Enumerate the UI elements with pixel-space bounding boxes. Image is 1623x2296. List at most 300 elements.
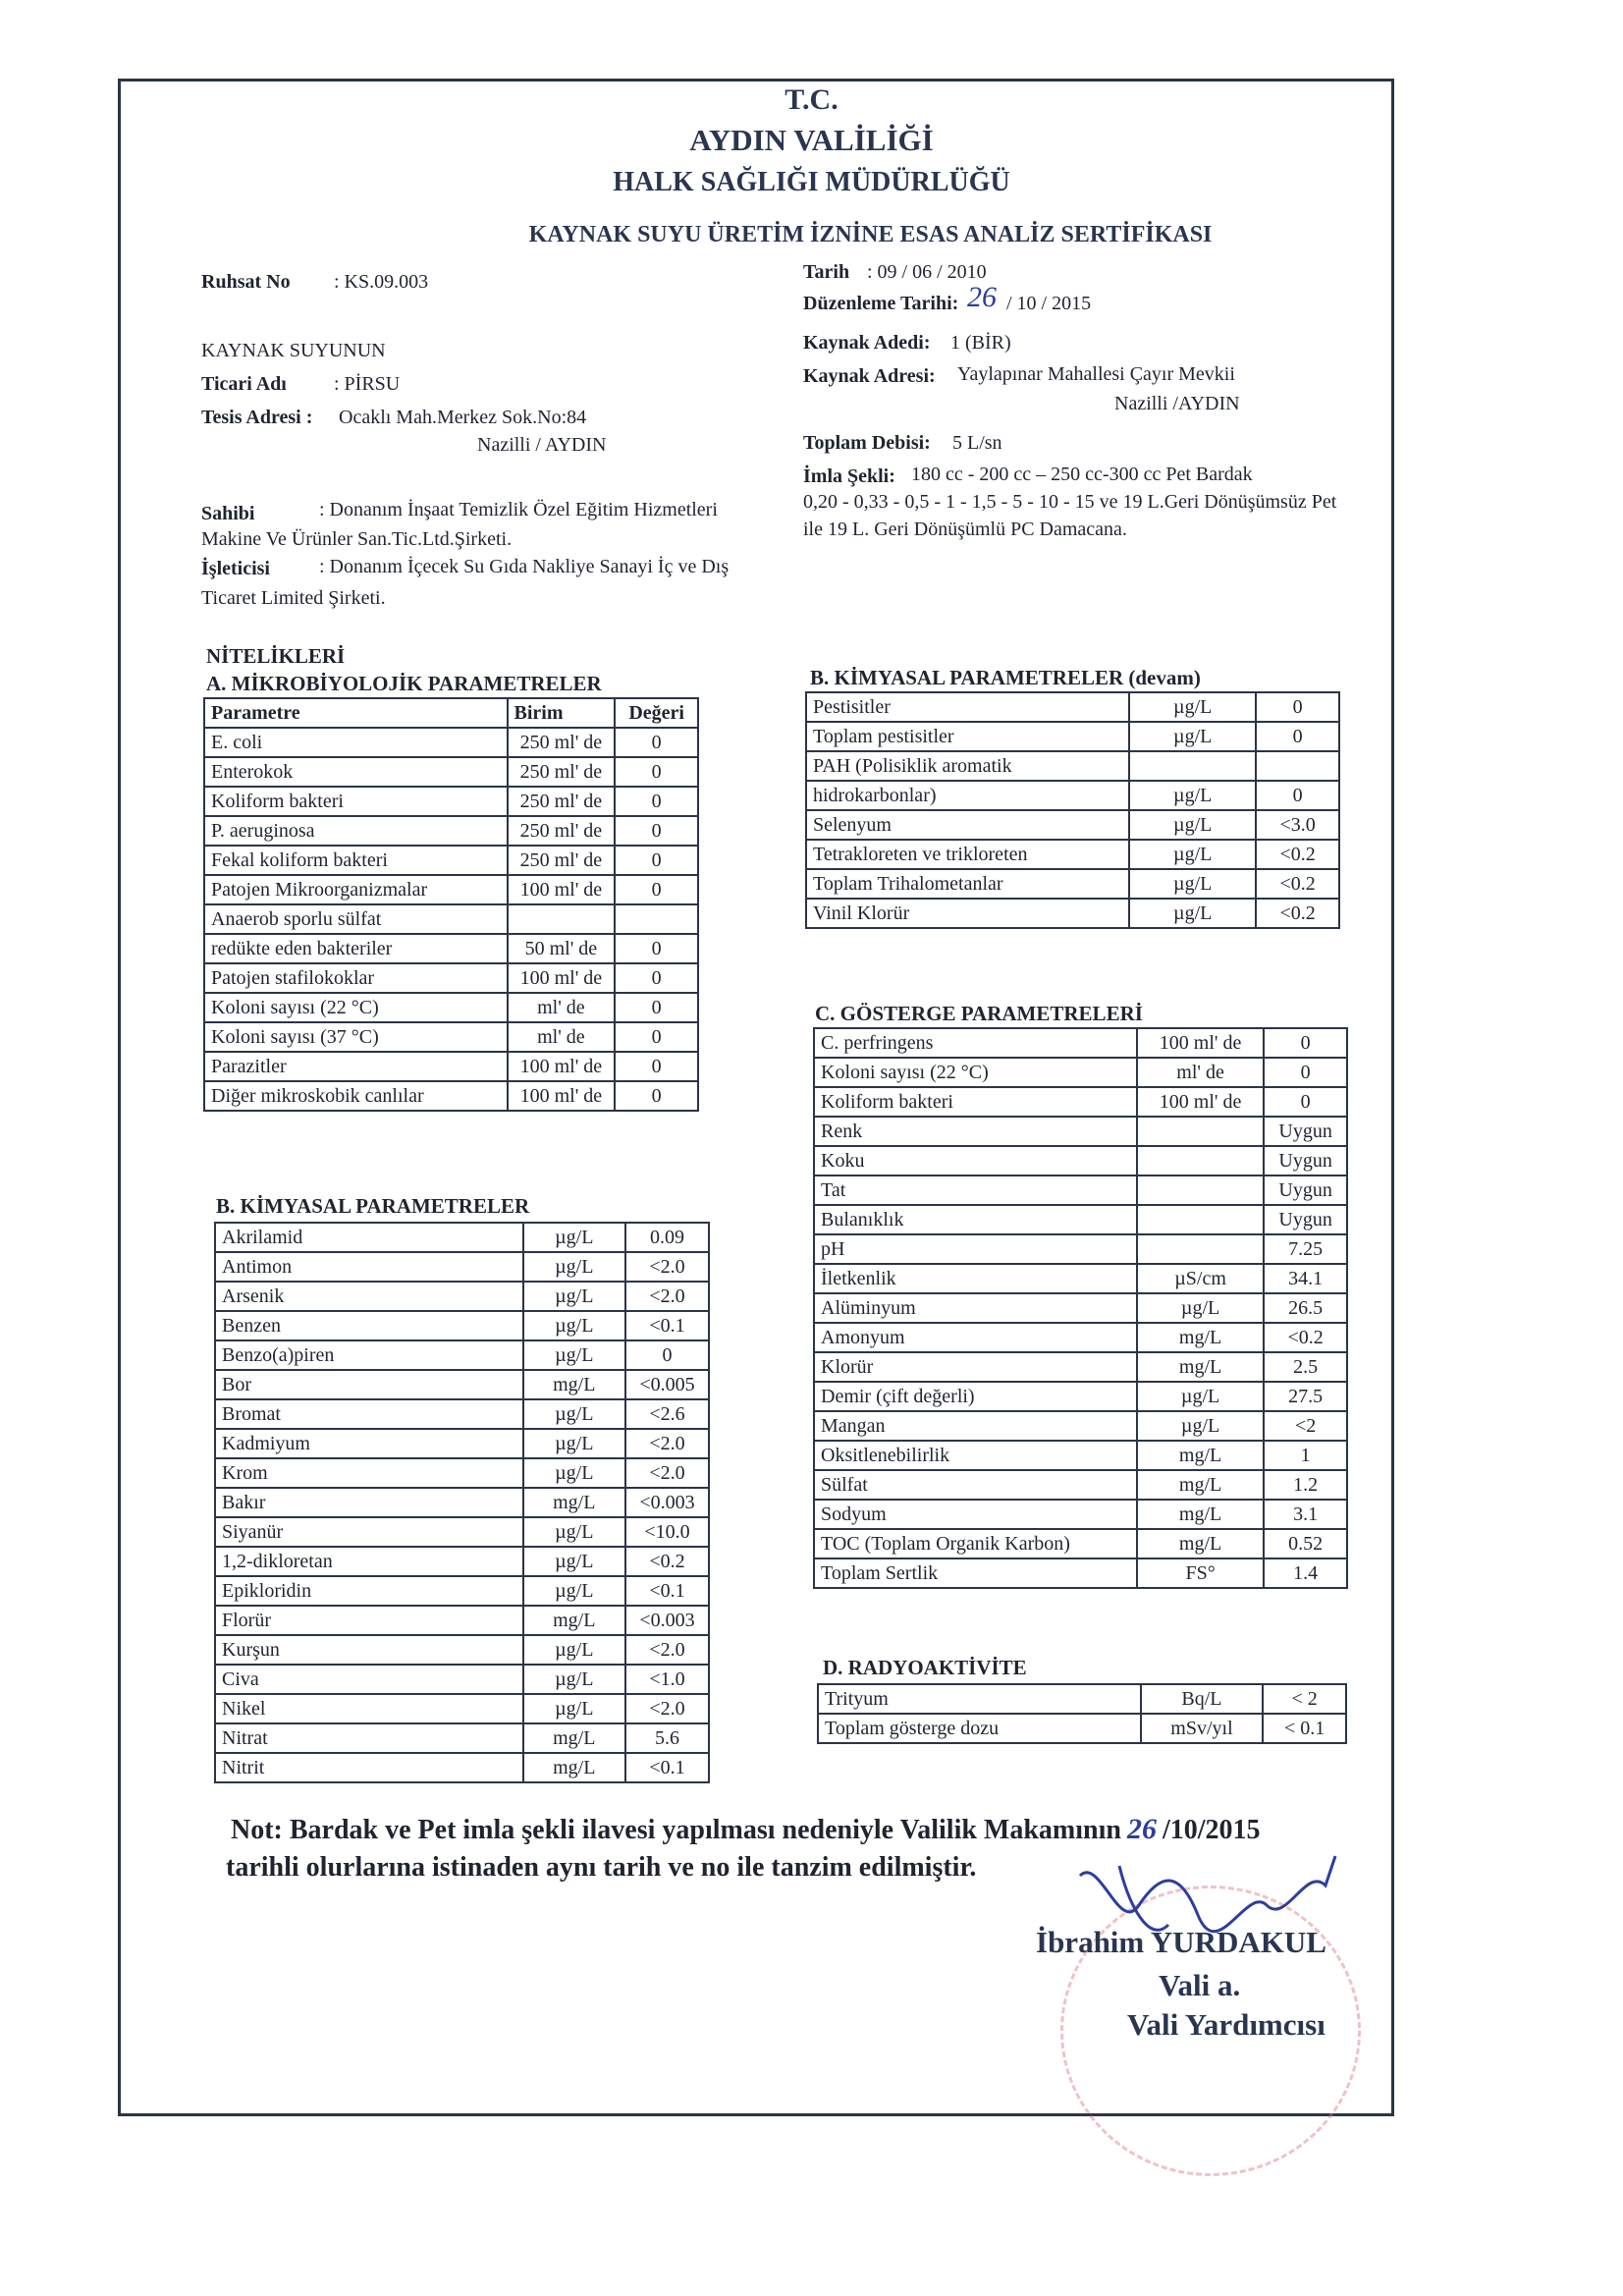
table-row — [215, 1665, 709, 1694]
tesis-adresi-label: Tesis Adresi : — [201, 407, 313, 428]
note-text-1a: Not: Bardak ve Pet imla şekli ilavesi yapılması nedeniyle Valilik Makamının — [231, 1815, 1121, 1845]
header-degeri: Değeri — [615, 698, 698, 728]
param-cell: Koliform bakteri — [204, 787, 508, 816]
isletici-value-2: Ticaret Limited Şirketi. — [201, 587, 386, 609]
table-row — [814, 1352, 1347, 1382]
table-row — [814, 1529, 1347, 1558]
note-line-1 — [231, 1813, 1261, 1846]
unit-cell: mg/L — [523, 1488, 626, 1517]
imla-sekli-label: İmla Şekli: — [803, 465, 895, 487]
imla-sekli-value: 180 cc - 200 cc – 250 cc-300 cc Pet Bardak — [911, 464, 1253, 485]
param-cell: Pestisitler — [806, 692, 1129, 722]
value-cell: 27.5 — [1264, 1382, 1347, 1411]
sahibi-value: : Donanım İnşaat Temizlik Özel Eğitim Hizmetleri — [319, 499, 718, 520]
value-cell: <0.2 — [625, 1547, 709, 1576]
value-cell: <2.0 — [625, 1429, 709, 1458]
unit-cell: 100 ml' de — [508, 875, 616, 904]
nitelikleri-heading: NİTELİKLERİ — [206, 644, 346, 668]
unit-cell: ml' de — [508, 993, 616, 1022]
ruhsat-value: : KS.09.003 — [334, 271, 429, 293]
value-cell: 0 — [1256, 692, 1339, 722]
table-row — [204, 757, 698, 787]
unit-cell: 250 ml' de — [508, 757, 616, 787]
unit-cell: 100 ml' de — [1137, 1028, 1264, 1058]
unit-cell: µg/L — [1129, 869, 1256, 899]
kimya-devam-table — [805, 691, 1340, 929]
param-cell: Epikloridin — [215, 1576, 523, 1606]
unit-cell: mg/L — [1137, 1441, 1264, 1470]
value-cell: 1 — [1264, 1441, 1347, 1470]
table-row — [215, 1576, 709, 1606]
value-cell: Uygun — [1264, 1205, 1347, 1234]
value-cell: 0 — [615, 787, 698, 816]
unit-cell: mg/L — [523, 1723, 626, 1753]
table-row — [215, 1723, 709, 1753]
table-row — [814, 1411, 1347, 1441]
note-handwritten-day: 26 — [1126, 1813, 1157, 1845]
table-row — [215, 1311, 709, 1340]
kimya-devam-section-title: B. KİMYASAL PARAMETRELER (devam) — [810, 666, 1201, 689]
unit-cell: µg/L — [523, 1429, 626, 1458]
tesis-adresi-value: Ocaklı Mah.Merkez Sok.No:84 — [339, 407, 587, 428]
value-cell: 26.5 — [1264, 1293, 1347, 1323]
param-cell: redükte eden bakteriler — [204, 934, 508, 963]
table-row — [204, 1081, 698, 1111]
table-row — [215, 1635, 709, 1665]
table-row — [204, 846, 698, 875]
unit-cell: mg/L — [1137, 1323, 1264, 1352]
unit-cell — [1137, 1234, 1264, 1264]
param-cell: Selenyum — [806, 810, 1129, 840]
kimya-table — [214, 1222, 710, 1783]
gosterge-section-title: C. GÖSTERGE PARAMETRELERİ — [815, 1002, 1143, 1025]
param-cell: Krom — [215, 1458, 523, 1488]
value-cell: <0.005 — [625, 1370, 709, 1399]
value-cell: <0.1 — [625, 1311, 709, 1340]
param-cell: Benzen — [215, 1311, 523, 1340]
table-row — [215, 1370, 709, 1399]
toplam-debi-label: Toplam Debisi: — [803, 432, 931, 454]
value-cell: Uygun — [1264, 1175, 1347, 1205]
unit-cell: µg/L — [1137, 1411, 1264, 1441]
unit-cell: µg/L — [523, 1694, 626, 1723]
value-cell: 0 — [1256, 722, 1339, 751]
unit-cell: µg/L — [1137, 1293, 1264, 1323]
table-row — [215, 1606, 709, 1635]
table-row — [818, 1714, 1346, 1743]
unit-cell: µg/L — [523, 1252, 626, 1282]
table-row — [204, 875, 698, 904]
param-cell: Toplam Sertlik — [814, 1558, 1137, 1588]
table-row — [814, 1441, 1347, 1470]
value-cell: 0 — [1256, 781, 1339, 810]
header-parametre: Parametre — [204, 698, 508, 728]
table-row — [204, 934, 698, 963]
table-row — [814, 1293, 1347, 1323]
table-row — [204, 816, 698, 846]
value-cell: 2.5 — [1264, 1352, 1347, 1382]
unit-cell: µS/cm — [1137, 1264, 1264, 1293]
value-cell: 0.52 — [1264, 1529, 1347, 1558]
param-cell: Patojen stafilokoklar — [204, 963, 508, 993]
value-cell: 0 — [615, 1052, 698, 1081]
value-cell: 1.4 — [1264, 1558, 1347, 1588]
isletici-value: : Donanım İçecek Su Gıda Nakliye Sanayi İç ve Dış — [319, 556, 730, 577]
param-cell: Toplam pestisitler — [806, 722, 1129, 751]
param-cell: C. perfringens — [814, 1028, 1137, 1058]
table-row — [814, 1500, 1347, 1529]
unit-cell: µg/L — [523, 1311, 626, 1340]
unit-cell: µg/L — [1129, 781, 1256, 810]
value-cell: 0.09 — [625, 1223, 709, 1252]
table-row — [814, 1205, 1347, 1234]
param-cell: Fekal koliform bakteri — [204, 846, 508, 875]
note-line-2: tarihli olurlarına istinaden aynı tarih ve no ile tanzim edilmiştir. — [226, 1852, 977, 1883]
ticari-adi-value: : PİRSU — [334, 373, 401, 395]
value-cell — [615, 904, 698, 934]
unit-cell: 250 ml' de — [508, 728, 616, 757]
table-row — [814, 1234, 1347, 1264]
value-cell: <2 — [1264, 1411, 1347, 1441]
table-row — [215, 1223, 709, 1252]
param-cell: Toplam gösterge dozu — [818, 1714, 1141, 1743]
signer-name: İbrahim YURDAKUL — [1036, 1925, 1326, 1959]
table-row — [806, 810, 1339, 840]
unit-cell — [508, 904, 616, 934]
value-cell: 5.6 — [625, 1723, 709, 1753]
unit-cell: 50 ml' de — [508, 934, 616, 963]
certificate-title: KAYNAK SUYU ÜRETİM İZNİNE ESAS ANALİZ SERTİFİKASI — [528, 222, 1213, 247]
value-cell: 0 — [615, 846, 698, 875]
unit-cell: mg/L — [1137, 1529, 1264, 1558]
signer-title-2: Vali Yardımcısı — [1127, 2007, 1325, 2042]
unit-cell: 100 ml' de — [508, 1052, 616, 1081]
table-row — [215, 1399, 709, 1429]
value-cell: 0 — [615, 1081, 698, 1111]
param-cell: Tat — [814, 1175, 1137, 1205]
value-cell: <2.6 — [625, 1399, 709, 1429]
value-cell: <0.2 — [1256, 840, 1339, 869]
unit-cell: mSv/yıl — [1141, 1714, 1264, 1743]
table-row — [204, 787, 698, 816]
param-cell: Nitrit — [215, 1753, 523, 1782]
unit-cell: µg/L — [523, 1399, 626, 1429]
param-cell: Mangan — [814, 1411, 1137, 1441]
kaynak-adresi-value: Yaylapınar Mahallesi Çayır Mevkii — [957, 363, 1235, 385]
table-row — [215, 1458, 709, 1488]
table-row — [215, 1517, 709, 1547]
sahibi-label: Sahibi — [201, 503, 255, 524]
table-row — [814, 1087, 1347, 1117]
note-text-1b: /10/2015 — [1162, 1815, 1261, 1845]
table-row — [215, 1753, 709, 1782]
param-cell: Vinil Klorür — [806, 899, 1129, 928]
param-cell: Klorür — [814, 1352, 1137, 1382]
radyo-table — [817, 1683, 1347, 1744]
value-cell: 0 — [615, 875, 698, 904]
duzenleme-tarihi-handwritten-day: 26 — [967, 281, 997, 313]
param-cell: Benzo(a)piren — [215, 1340, 523, 1370]
unit-cell: µg/L — [523, 1458, 626, 1488]
gosterge-table — [813, 1027, 1348, 1589]
kaynak-suyunun-label: KAYNAK SUYUNUN — [201, 340, 386, 361]
unit-cell: 250 ml' de — [508, 787, 616, 816]
param-cell: Bor — [215, 1370, 523, 1399]
unit-cell: µg/L — [523, 1340, 626, 1370]
param-cell: Diğer mikroskobik canlılar — [204, 1081, 508, 1111]
param-cell: Koloni sayısı (22 °C) — [814, 1058, 1137, 1087]
value-cell: 0 — [615, 816, 698, 846]
param-cell: Bromat — [215, 1399, 523, 1429]
unit-cell: mg/L — [523, 1370, 626, 1399]
value-cell: <2.0 — [625, 1282, 709, 1311]
unit-cell: µg/L — [523, 1547, 626, 1576]
value-cell: <2.0 — [625, 1635, 709, 1665]
header-birim: Birim — [508, 698, 616, 728]
value-cell: <2.0 — [625, 1458, 709, 1488]
unit-cell: µg/L — [523, 1576, 626, 1606]
toplam-debi-value: 5 L/sn — [952, 432, 1002, 454]
param-cell: pH — [814, 1234, 1137, 1264]
value-cell: 3.1 — [1264, 1500, 1347, 1529]
table-row — [215, 1429, 709, 1458]
param-cell: Demir (çift değerli) — [814, 1382, 1137, 1411]
value-cell: 0 — [1264, 1087, 1347, 1117]
value-cell: 0 — [615, 963, 698, 993]
kaynak-adresi-city: Nazilli /AYDIN — [1114, 393, 1240, 414]
value-cell: <2.0 — [625, 1252, 709, 1282]
value-cell: 0 — [625, 1340, 709, 1370]
signer-title-1: Vali a. — [1159, 1968, 1241, 2002]
table-row — [215, 1282, 709, 1311]
table-row — [818, 1684, 1346, 1714]
param-cell: Trityum — [818, 1684, 1141, 1714]
value-cell: <0.1 — [625, 1576, 709, 1606]
value-cell: <10.0 — [625, 1517, 709, 1547]
value-cell: < 0.1 — [1263, 1714, 1346, 1743]
value-cell: <0.2 — [1264, 1323, 1347, 1352]
header-valilik: AYDIN VALİLİĞİ — [689, 123, 934, 157]
table-row — [814, 1558, 1347, 1588]
value-cell: 0 — [615, 934, 698, 963]
param-cell: Alüminyum — [814, 1293, 1137, 1323]
unit-cell: 100 ml' de — [508, 1081, 616, 1111]
unit-cell: mg/L — [523, 1606, 626, 1635]
value-cell — [1256, 751, 1339, 781]
ticari-adi-label: Ticari Adı — [201, 373, 287, 395]
param-cell: Nitrat — [215, 1723, 523, 1753]
sahibi-value-2: Makine Ve Ürünler San.Tic.Ltd.Şirketi. — [201, 528, 513, 550]
isletici-label: İşleticisi — [201, 558, 270, 579]
table-row — [814, 1058, 1347, 1087]
value-cell: 34.1 — [1264, 1264, 1347, 1293]
table-row — [215, 1488, 709, 1517]
param-cell: Tetrakloreten ve trikloreten — [806, 840, 1129, 869]
unit-cell: 100 ml' de — [1137, 1087, 1264, 1117]
value-cell: 0 — [1264, 1058, 1347, 1087]
param-cell: Amonyum — [814, 1323, 1137, 1352]
param-cell: PAH (Polisiklik aromatik — [806, 751, 1129, 781]
value-cell: 7.25 — [1264, 1234, 1347, 1264]
param-cell: İletkenlik — [814, 1264, 1137, 1293]
table-row — [806, 840, 1339, 869]
header-tc: T.C. — [784, 83, 839, 116]
param-cell: Akrilamid — [215, 1223, 523, 1252]
table-row — [204, 1052, 698, 1081]
unit-cell: µg/L — [1137, 1382, 1264, 1411]
kaynak-adedi-label: Kaynak Adedi: — [803, 332, 931, 354]
param-cell: Florür — [215, 1606, 523, 1635]
value-cell: <3.0 — [1256, 810, 1339, 840]
table-row — [215, 1252, 709, 1282]
unit-cell: µg/L — [523, 1223, 626, 1252]
tarih-label: Tarih — [803, 261, 850, 283]
mikro-table — [203, 697, 699, 1112]
table-row — [806, 692, 1339, 722]
unit-cell: ml' de — [508, 1022, 616, 1052]
table-row — [215, 1340, 709, 1370]
unit-cell: FS° — [1137, 1558, 1264, 1588]
param-cell: Kurşun — [215, 1635, 523, 1665]
value-cell: <2.0 — [625, 1694, 709, 1723]
param-cell: 1,2-dikloretan — [215, 1547, 523, 1576]
param-cell: hidrokarbonlar) — [806, 781, 1129, 810]
unit-cell — [1129, 751, 1256, 781]
value-cell: 0 — [615, 728, 698, 757]
imla-sekli-value-3: ile 19 L. Geri Dönüşümlü PC Damacana. — [803, 519, 1127, 540]
unit-cell: 250 ml' de — [508, 846, 616, 875]
param-cell: Parazitler — [204, 1052, 508, 1081]
value-cell: <0.1 — [625, 1753, 709, 1782]
table-row — [204, 963, 698, 993]
table-row — [814, 1175, 1347, 1205]
unit-cell: mg/L — [1137, 1500, 1264, 1529]
value-cell: 0 — [615, 1022, 698, 1052]
tarih-value: : 09 / 06 / 2010 — [867, 261, 987, 283]
unit-cell: mg/L — [523, 1753, 626, 1782]
value-cell: <0.003 — [625, 1606, 709, 1635]
duzenleme-tarihi-label: Düzenleme Tarihi: — [803, 293, 959, 314]
unit-cell: µg/L — [523, 1282, 626, 1311]
param-cell: Civa — [215, 1665, 523, 1694]
mikro-section-title: A. MİKROBİYOLOJİK PARAMETRELER — [206, 672, 602, 695]
unit-cell: ml' de — [1137, 1058, 1264, 1087]
tesis-adresi-city: Nazilli / AYDIN — [477, 434, 607, 456]
value-cell: 1.2 — [1264, 1470, 1347, 1500]
param-cell: Bakır — [215, 1488, 523, 1517]
param-cell: Oksitlenebilirlik — [814, 1441, 1137, 1470]
table-row — [215, 1547, 709, 1576]
param-cell: Koku — [814, 1146, 1137, 1175]
table-row — [814, 1323, 1347, 1352]
kimya-section-title: B. KİMYASAL PARAMETRELER — [216, 1194, 530, 1218]
param-cell: E. coli — [204, 728, 508, 757]
value-cell: Uygun — [1264, 1117, 1347, 1146]
value-cell: 0 — [615, 757, 698, 787]
unit-cell — [1137, 1175, 1264, 1205]
unit-cell: µg/L — [523, 1635, 626, 1665]
header-mudurluk: HALK SAĞLIĞI MÜDÜRLÜĞÜ — [613, 167, 1010, 197]
param-cell: Nikel — [215, 1694, 523, 1723]
table-row — [204, 904, 698, 934]
param-cell: Renk — [814, 1117, 1137, 1146]
param-cell: Sülfat — [814, 1470, 1137, 1500]
table-row — [806, 722, 1339, 751]
param-cell: Enterokok — [204, 757, 508, 787]
imla-sekli-value-2: 0,20 - 0,33 - 0,5 - 1 - 1,5 - 5 - 10 - 15 ve 19 L.Geri Dönüşümsüz Pet — [803, 491, 1337, 513]
param-cell: Anaerob sporlu sülfat — [204, 904, 508, 934]
kaynak-adresi-label: Kaynak Adresi: — [803, 365, 936, 387]
duzenleme-tarihi-value: / 10 / 2015 — [1006, 293, 1092, 314]
param-cell: Sodyum — [814, 1500, 1137, 1529]
param-cell: Antimon — [215, 1252, 523, 1282]
table-row — [204, 728, 698, 757]
param-cell: Bulanıklık — [814, 1205, 1137, 1234]
table-row — [204, 1022, 698, 1052]
param-cell: Koliform bakteri — [814, 1087, 1137, 1117]
param-cell: Toplam Trihalometanlar — [806, 869, 1129, 899]
ruhsat-label: Ruhsat No — [201, 271, 291, 293]
unit-cell: µg/L — [523, 1665, 626, 1694]
value-cell: 0 — [615, 993, 698, 1022]
table-row — [814, 1117, 1347, 1146]
value-cell: <0.2 — [1256, 869, 1339, 899]
value-cell: 0 — [1264, 1028, 1347, 1058]
unit-cell: mg/L — [1137, 1352, 1264, 1382]
table-row — [814, 1028, 1347, 1058]
table-header-row — [204, 698, 698, 728]
param-cell: Patojen Mikroorganizmalar — [204, 875, 508, 904]
radyo-section-title: D. RADYOAKTİVİTE — [823, 1656, 1027, 1679]
unit-cell — [1137, 1146, 1264, 1175]
table-row — [814, 1264, 1347, 1293]
table-row — [814, 1470, 1347, 1500]
unit-cell: Bq/L — [1141, 1684, 1264, 1714]
table-row — [806, 899, 1339, 928]
table-row — [814, 1382, 1347, 1411]
param-cell: Arsenik — [215, 1282, 523, 1311]
unit-cell: µg/L — [523, 1517, 626, 1547]
unit-cell: 250 ml' de — [508, 816, 616, 846]
value-cell: Uygun — [1264, 1146, 1347, 1175]
table-row — [806, 751, 1339, 781]
table-row — [806, 781, 1339, 810]
table-row — [806, 869, 1339, 899]
param-cell: Koloni sayısı (22 °C) — [204, 993, 508, 1022]
param-cell: P. aeruginosa — [204, 816, 508, 846]
unit-cell: µg/L — [1129, 722, 1256, 751]
unit-cell: µg/L — [1129, 810, 1256, 840]
unit-cell: mg/L — [1137, 1470, 1264, 1500]
value-cell: <0.003 — [625, 1488, 709, 1517]
kaynak-adedi-value: 1 (BİR) — [950, 332, 1011, 354]
param-cell: Kadmiyum — [215, 1429, 523, 1458]
unit-cell: µg/L — [1129, 840, 1256, 869]
unit-cell — [1137, 1205, 1264, 1234]
param-cell: Koloni sayısı (37 °C) — [204, 1022, 508, 1052]
unit-cell: 100 ml' de — [508, 963, 616, 993]
unit-cell: µg/L — [1129, 899, 1256, 928]
param-cell: Siyanür — [215, 1517, 523, 1547]
value-cell: < 2 — [1263, 1684, 1346, 1714]
param-cell: TOC (Toplam Organik Karbon) — [814, 1529, 1137, 1558]
table-row — [204, 993, 698, 1022]
value-cell: <1.0 — [625, 1665, 709, 1694]
value-cell: <0.2 — [1256, 899, 1339, 928]
table-row — [814, 1146, 1347, 1175]
unit-cell: µg/L — [1129, 692, 1256, 722]
table-row — [215, 1694, 709, 1723]
